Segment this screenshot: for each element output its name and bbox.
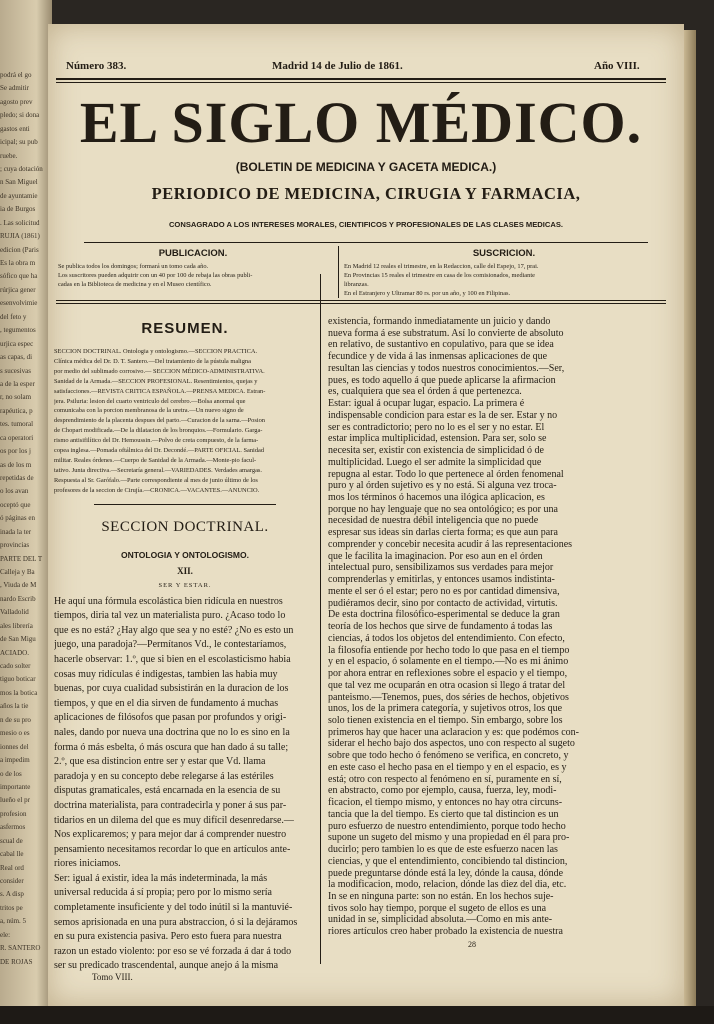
- article-line: sobre que todo hecho ó fenómeno se verifica, en concreto, y: [328, 750, 569, 762]
- article-line: puede preguntarse dónde está la ley, dónde la causa, dónde: [328, 867, 564, 879]
- spine-text-fragment: tritos pe: [0, 903, 23, 912]
- spine-text-fragment: agosto prev: [0, 97, 33, 106]
- article-line: panteismo.—Tenemos, pues, dos séries de hechos, objetivos: [328, 691, 569, 703]
- spine-text-fragment: as capas, di: [0, 353, 33, 362]
- spine-text-fragment: Valladolid: [0, 608, 29, 617]
- article-line: y en el espacio, ó solamente en el tiempo.—No es mi ánimo: [328, 656, 569, 668]
- article-line: semos aprisionada en una pura abstraccion, ó si la dejáramos: [54, 916, 298, 928]
- article-line: que es no está? ¿Hay algo que sea y no esté? ¿No es esto un: [54, 624, 294, 636]
- suscricion-line: En el Estranjero y Ultramar 80 rs. por un año, y 100 en Filipinas.: [344, 290, 511, 297]
- spine-text-fragment: PARTE DEL T: [0, 554, 43, 563]
- spine-text-fragment: tiguo boticar: [0, 675, 36, 684]
- article-line: primeros hay que hacer una aclaracion y es: que podémos con-: [328, 726, 580, 738]
- article-line: hacerle observar: 1.º, que si bien en el escolasticismo habia: [54, 653, 291, 665]
- article-title: ONTOLOGIA Y ONTOLOGISMO.: [121, 549, 249, 560]
- publicacion-text: [58, 262, 340, 289]
- article-line: universal reducida á sí propia; pero por lo mismo sería: [54, 887, 272, 899]
- spine-text-fragment: asfermos: [0, 823, 26, 832]
- spine-text-fragment: de ayuntamie: [0, 191, 38, 200]
- spine-text-fragment: Se admitir: [0, 84, 29, 93]
- spine-text-fragment: a impedim: [0, 756, 30, 765]
- volume-label: Tomo VIII.: [92, 972, 133, 983]
- article-line: ciencias, á todos los objetos del entendimiento. Con efecto,: [328, 632, 565, 644]
- spine-text-fragment: Calleja y Ba: [0, 568, 35, 576]
- spine-text-fragment: oceptó que: [0, 500, 31, 509]
- spine-text-fragment: R. SANTERO: [0, 944, 41, 953]
- resumen-rule: [94, 504, 276, 505]
- resumen-line: jera. Psiluria: lesion del cuarto ventriculo del cerebro.—Bolsa anormal que: [54, 397, 246, 405]
- article-line: fecundice y de vida á las inmensas aplicaciones de que: [328, 351, 548, 363]
- spine-text-fragment: o de los: [0, 769, 22, 778]
- article-line: supone un sugeto del mismo y una propiedad en él para pro-: [328, 832, 570, 844]
- resumen-line: por medio del sublimado corrosivo.— SECCION MÉDICO-ADMINISTRATIVA.: [54, 367, 265, 375]
- spine-text-fragment: del feto y: [0, 312, 27, 321]
- spine-text-fragment: mos la botica: [0, 688, 38, 697]
- article-line: unos, los de la primera categoría, y sujetivos otros, los que: [328, 703, 563, 715]
- spine-text-fragment: scual de: [0, 836, 23, 845]
- spine-text-fragment: repetidas de: [0, 473, 34, 482]
- spine-text-fragment: a de la esper: [0, 379, 35, 388]
- masthead-rule-thin: [56, 82, 666, 83]
- article-line: la filosofía entiende por hecho todo lo que pasa en el tiempo: [328, 644, 570, 656]
- article-line: tivos solo hay tiempo, porque el sugeto de ellos es una: [328, 902, 547, 914]
- article-line: mente el ser ó el estar; pero no es por cantidad dimensiva,: [328, 585, 560, 597]
- article-line: nales, dando por nueva una doctrina que no lo es sino en la: [54, 726, 290, 738]
- article-line: porque no hay lenguaje que no sea ontológico; es por una: [328, 503, 558, 515]
- article-line: ser es contradictorio; pero no lo es el ser y no estar. El: [328, 421, 545, 433]
- spine-text-fragment: urjica espec: [0, 339, 34, 348]
- article-line: en relativo, de sustantivo en copulativo, para que se idea: [328, 339, 554, 351]
- spine-text-fragment: RUJIA (1861): [0, 232, 40, 241]
- spine-text-fragment: n de su pro: [0, 715, 31, 724]
- article-line: siderar el hecho bajo dos aspectos, uno con respecto al sugeto: [328, 738, 575, 750]
- suscricion-line: En Madrid 12 reales el trimestre, en la Redaccion, calle del Espejo, 17, prai.: [344, 263, 539, 270]
- spine-text-fragment: , tegumentos: [0, 326, 36, 335]
- article-line: está; otro con respecto al fenómeno en sí, puramente en sí,: [328, 773, 562, 785]
- resumen-line: comunicaba con la porcion membranosa de la uretra.—Un nuevo signo de: [54, 407, 244, 415]
- header-rule: [84, 242, 648, 243]
- boxes-rule: [56, 300, 666, 301]
- article-line: tancia que la del tiempo. Es cierto que tal distincion es un: [328, 808, 559, 820]
- spine-text-fragment: provincias: [0, 541, 30, 550]
- spine-text-fragment: Es la obra m: [0, 259, 36, 268]
- spine-text-fragment: años la tie: [0, 702, 29, 711]
- spine-text-fragment: ele:: [0, 930, 11, 939]
- scan-background: [0, 1006, 714, 1024]
- article-text-left: [54, 595, 316, 974]
- article-line: razon un estado violento: por eso se vé forzada á dar á todo: [54, 945, 292, 957]
- article-line: Nos explicaremos; y para mejor dar á comprender nuestro: [54, 829, 287, 841]
- resumen-line: desprendimiento de la placenta despues del parto.—Curacion de la sarna.—Posion: [54, 417, 266, 425]
- spine-text-fragment: Real ord: [0, 863, 24, 872]
- spine-text-fragment: ionnes del: [0, 742, 29, 751]
- resumen-line: SECCION DOCTRINAL. Ontologia y ontologismo.—SECCION PRACTICA.: [54, 348, 258, 355]
- article-line: paradoja y en su concepto debe relegarse á las estériles: [54, 770, 274, 782]
- page-edge: [684, 30, 696, 1006]
- article-line: indispensable condicion para estar es la de ser. Estar y no: [328, 409, 558, 421]
- spine-text-fragment: profesion: [0, 809, 27, 818]
- article-line: aplicaciones de filósofos que pasan por profundos y origi-: [54, 712, 287, 724]
- newspaper-subtitle: (BOLETIN DE MEDICINA Y GACETA MEDICA.): [235, 160, 497, 174]
- article-line: pensamiento necesitamos recordar lo que en artículos ante-: [54, 843, 291, 855]
- suscricion-line: En Provincias 15 reales el trimestre en casa de los comisionados, mediante: [344, 272, 535, 279]
- spine-text-fragment: sófico que ha: [0, 272, 38, 281]
- article-line: ducirlo; pero tambien lo es que de este esfuerzo nacen las: [328, 844, 558, 856]
- publicacion-line: Los suscritores pueden adquirir con un 40 por 100 de rebaja las obras publi-: [58, 272, 253, 279]
- article-line: ficacion, el tiempo mismo, y entonces no hay otra circuns-: [328, 797, 563, 809]
- issue-date: Madrid 14 de Julio de 1861.: [272, 60, 403, 72]
- spine-text-fragment: a, núm. 5: [0, 917, 27, 926]
- spine-text-fragment: ACIADO.: [0, 648, 29, 657]
- article-line: pudiéramos decir, sino por contacto de actividad, virtutis.: [328, 597, 558, 609]
- spine-text-fragment: lueño el pr: [0, 796, 30, 805]
- spine-text-fragment: de San Migu: [0, 635, 36, 644]
- spine-text-fragment: inada la ter: [0, 527, 32, 536]
- page-number: 28: [468, 939, 476, 949]
- spine-text-fragment: edicion (Paris: [0, 245, 39, 254]
- article-line: comprender y concebir necesita acudir á las representaciones: [328, 538, 573, 550]
- publicacion-line: cadas en la Biblioteca de medicina y en el Museo científico.: [58, 281, 212, 288]
- resumen-text: [54, 347, 316, 496]
- article-line: cosas muy ridículas é indigestas, tambien las habia muy: [54, 668, 278, 680]
- boxes-rule-thin: [56, 303, 666, 304]
- spine-text-fragment: rapéutica, p: [0, 406, 33, 415]
- newspaper-dedication: CONSAGRADO A LOS INTERESES MORALES, CIENTIFICOS Y PROFESIONALES DE LAS CLASES MEDICAS.: [168, 220, 564, 229]
- newspaper-tagline: PERIODICO DE MEDICINA, CIRUGIA Y FARMACIA,: [151, 184, 581, 203]
- spine-text-fragment: gastos enti: [0, 124, 30, 133]
- article-line: He aquí una fórmula escolástica bien ridícula en nuestros: [54, 595, 283, 607]
- article-line: ser su predicado trascendental, aunque anejo á la misma: [54, 960, 279, 972]
- article-line: 2.º, que esa distincion entre ser y estar que Vd. llama: [54, 756, 266, 768]
- resumen-line: militar. Reales órdenes.—Cuerpo de Sanidad de la Armada.—Monte-pio facul-: [54, 456, 257, 464]
- spine-text-fragment: rúrjica gener: [0, 285, 36, 294]
- spine-text-fragment: ruebe.: [0, 151, 18, 160]
- spine-text-fragment: s sucesivas: [0, 366, 31, 375]
- spine-text-fragment: s. A disp: [0, 890, 24, 899]
- article-line: riores iniciamos.: [54, 858, 121, 870]
- newspaper-page: [48, 24, 684, 1006]
- article-line: estar implica multiplicidad, estension. Para ser, solo se: [328, 433, 547, 445]
- article-line: buenas, por cuya cualidad subsistirán en la duracion de los: [54, 683, 289, 695]
- resumen-line: Sanidad de la Armada.—SECCION PROFESIONAL. Resentimientos, quejas y: [54, 377, 258, 385]
- issue-year: Año VIII.: [594, 60, 640, 72]
- resumen-line: Clínica médica del Dr. D. T. Santero.—Del tratamiento de la pústula maligna: [54, 357, 251, 365]
- spine-text-fragment: esenvolvimie: [0, 299, 38, 308]
- article-line: que tal vez me ocuparán en otra ocasion si llego á tratar del: [328, 679, 566, 691]
- article-line: solo tienen existencia en el tiempo. Sin embargo, sobre los: [328, 714, 563, 726]
- article-line: unidad in se, simplicidad absoluta.—Como en mis ante-: [328, 914, 553, 926]
- spine-text-fragment: podrá el go: [0, 71, 32, 79]
- article-line: que le facilita la imaginacion. Por eso aun en el órden: [328, 550, 543, 562]
- resumen-heading: RESUMEN.: [141, 320, 229, 337]
- spine-text-fragment: os por los j: [0, 447, 31, 456]
- article-line: la modificacion, modo, relacion, dónde las diez del dia, etc.: [328, 879, 567, 891]
- spine-text-fragment: . Las solicitud: [0, 218, 40, 227]
- resumen-line: profesores de la seccion de Cirujía.—CRONICA.—VACANTES.—ANUNCIO.: [54, 486, 260, 494]
- article-line: nueva forma á ese substratum. Así lo convierte de absoluto: [328, 327, 564, 339]
- article-line: por ahora entrar en reflexiones sobre el espacio y el tiempo,: [328, 668, 568, 680]
- column-rule: [320, 274, 321, 964]
- issue-number: Número 383.: [66, 60, 127, 72]
- article-line: tidarios en un dilema del que es muy difícil desenredarse.—: [54, 814, 294, 826]
- resumen-line: copea inglesa.—Pomada oftálmica del Dr. Decondé.—PARTE OFICIAL. Sanidad: [54, 447, 265, 455]
- article-line: resultan las ciencias y todos nuestros conocimientos.—Ser,: [328, 362, 565, 374]
- article-line: tiempos, diria tal vez un materialista puro. ¿Acaso todo lo: [54, 610, 286, 622]
- article-line: intelectual puro, sensibilizamos sus verdades para mejor: [328, 562, 554, 574]
- article-line: In se en ninguna parte: son no están. En los hechos suje-: [328, 890, 554, 902]
- suscricion-heading: SUSCRICION.: [472, 248, 536, 259]
- article-line: ciencias, y que el entendimiento, concibiendo tal distincion,: [328, 855, 568, 867]
- article-line: teoría de los hechos que sirve de fundamento á todas las: [328, 621, 553, 633]
- article-text-right: [328, 316, 616, 938]
- spine-text-fragment: ó páginas en: [0, 514, 35, 523]
- publicacion-heading: PUBLICACION.: [158, 248, 228, 259]
- article-line: pues, es todo aquello á que puede aplicarse la afirmacion: [328, 374, 556, 386]
- spine-text-fragment: ; cuya dotación: [0, 165, 43, 174]
- article-line: Estar: igual á ocupar lugar, espacio. La primera é: [328, 398, 525, 410]
- spine-text-fragment: , Viuda de M: [0, 581, 37, 590]
- article-line: en su pura existencia pasiva. Pero esto fuera para nuestra: [54, 931, 282, 943]
- article-line: necesita ser, existir con existencia de simplicidad ó de: [328, 445, 544, 457]
- spine-text-fragment: n San Miguel: [0, 178, 38, 187]
- spine-text-fragment: consider: [0, 876, 24, 885]
- right-column: [328, 316, 616, 949]
- article-line: disputas gramaticales, está encarnada en la esencia de su: [54, 785, 281, 797]
- adjacent-page-spine: [0, 0, 52, 1024]
- article-line: riores artículos creo haber probado la existencia de nuestra: [328, 926, 563, 938]
- article-line: es, cualquiera que sea el órden á que pertenezca.: [328, 386, 522, 398]
- article-line: necesidad de nuestra débil inteligencia que no puede: [328, 515, 539, 527]
- spine-text-fragment: r, no solam: [0, 393, 32, 402]
- article-line: espresar sus ideas sin darlas cierta forma; es que aun para: [328, 527, 558, 539]
- resumen-line: rismo antisifilítico del Dr. Hemoussin.—Polvo de creta compuesto, de la farma-: [54, 437, 259, 445]
- resumen-line: de Chopart modificada.—De la dilatacion de los bronquios.—Formulario. Garga-: [54, 427, 263, 435]
- suscricion-line: libranzas.: [344, 281, 369, 288]
- resumen-line: Respuesta al Sr. Garófalo.—Parte correspondiente al mes de junio último de los: [54, 476, 258, 484]
- publicacion-line: Se publica todos los domingos; formará un tomo cada año.: [58, 263, 209, 270]
- spine-text-fragment: o los avan: [0, 487, 29, 496]
- spine-text-fragment: nardo Escrib: [0, 594, 36, 603]
- article-subheading: SER Y ESTAR.: [158, 581, 212, 589]
- spine-text-fragment: ales librería: [0, 621, 33, 630]
- article-line: multiplicidad. Luego el ser admite la simplicidad que: [328, 456, 542, 468]
- article-line: doctrina materialista, para contradecirla y poner á sus par-: [54, 799, 287, 811]
- article-line: puro esfuerzo de nuestro entendimiento, porque todo hecho: [328, 820, 566, 832]
- masthead-rule: [56, 78, 666, 80]
- box-divider: [338, 246, 339, 298]
- spine-text-fragment: importante: [0, 782, 31, 791]
- article-line: en este caso el hecho pasa en el tiempo y en el espacio, es y: [328, 761, 567, 773]
- article-line: De esta doctrina filosófico-esperimental se deduce la gran: [328, 609, 560, 621]
- article-line: juego, una paradoja?—Permítanos Vd., le contestaríamos,: [54, 639, 287, 651]
- article-line: existencia, formando inmediatamente un juicio y dando: [328, 316, 551, 327]
- spine-text-fragment: ca operatori: [0, 433, 34, 442]
- newspaper-title: EL SIGLO MÉDICO.: [79, 90, 643, 155]
- spine-text-fragment: pledo; si dona: [0, 111, 40, 120]
- masthead-line: [62, 60, 662, 76]
- article-line: forma ó más esbelta, ó más oscura que han dado á su talle;: [54, 741, 289, 753]
- article-line: comprenderlas y emitirlas, y entonces usamos indistinta-: [328, 574, 555, 586]
- article-line: mos los términos ó hacemos una ilógica aplicacion, es: [328, 492, 545, 504]
- spine-text-fragment: as de los m: [0, 460, 32, 469]
- left-column: [54, 314, 316, 982]
- article-line: repugna al estar. Todo lo que pertenece al órden fenomenal: [328, 468, 564, 480]
- section-heading: SECCION DOCTRINAL.: [101, 518, 269, 535]
- spine-text-fragment: cabal lle: [0, 850, 24, 859]
- resumen-line: satisfacciones.—REVISTA CRITICA ESPAÑOLA.—PRENSA MEDICA. Estran-: [54, 387, 266, 395]
- spine-text-fragment: tes. tumoral: [0, 420, 34, 429]
- resumen-line: tativo. Junta directiva.—Secretaría general.—VARIEDADES. Verdades amargas.: [54, 466, 262, 474]
- spine-text-fragment: icipal; su pub: [0, 138, 38, 147]
- spine-text-fragment: mesio o es: [0, 729, 30, 738]
- article-line: completamente insuficiente y del todo inútil si la mantuvié-: [54, 902, 293, 914]
- spine-text-fragment: DE ROJAS: [0, 957, 33, 966]
- article-line: puro y al órden sujetivo es y no está. Si alguna vez troca-: [328, 480, 557, 492]
- article-chapter: XII.: [177, 565, 193, 576]
- article-line: en abstracto, como por ejemplo, causa, fuerza, ley, modi-: [328, 785, 557, 797]
- article-line: tiempos, y que en el dia sirven de fundamento á muchas: [54, 697, 279, 709]
- article-line: Ser: igual á existir, idea la más indeterminada, la más: [54, 872, 268, 884]
- spine-text-fragment: ia de Burgos: [0, 205, 36, 214]
- spine-text-fragment: cado solter: [0, 662, 31, 671]
- suscricion-text: [344, 262, 664, 298]
